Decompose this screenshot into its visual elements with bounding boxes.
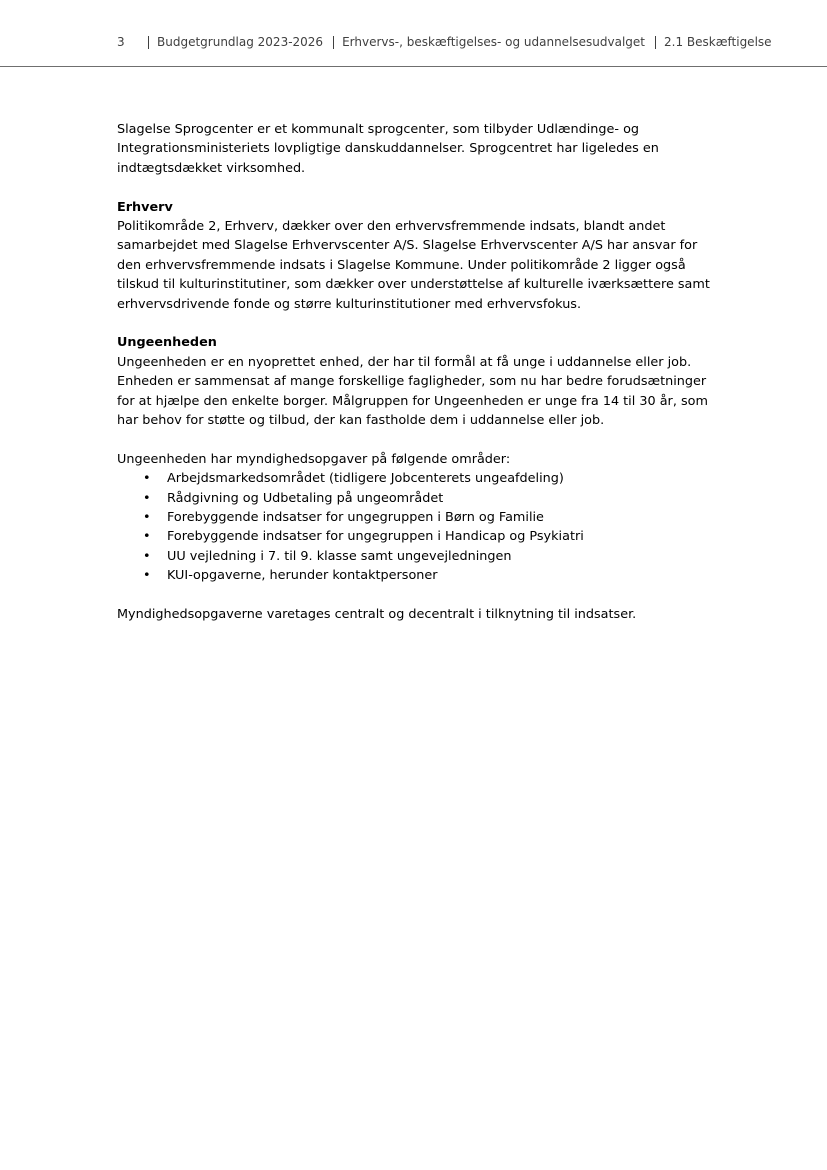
closing-paragraph: Myndighedsopgaverne varetages centralt og decentralt i tilknytning til indsatser. bbox=[117, 607, 637, 623]
text-line: Enheden er sammensat af mange forskellige fagligheder, som nu har bedre forudsætninger bbox=[117, 374, 707, 390]
bullet-icon: • bbox=[143, 471, 151, 487]
list-item bbox=[117, 566, 717, 585]
header-separator bbox=[333, 36, 334, 49]
tasks-intro: Ungeenheden har myndighedsopgaver på følgende områder: bbox=[117, 451, 511, 467]
page-number: 3 bbox=[117, 35, 125, 49]
bullet-icon: • bbox=[143, 548, 151, 564]
bullet-icon: • bbox=[143, 529, 151, 545]
erhverv-heading: Erhverv bbox=[117, 199, 173, 215]
header-row bbox=[117, 35, 772, 49]
text-line: samarbejdet med Slagelse Erhvervscenter A/S. Slagelse Erhvervscenter A/S har ansvar for bbox=[117, 238, 698, 254]
list-item bbox=[117, 527, 717, 546]
ungeenheden-heading: Ungeenheden bbox=[117, 335, 217, 351]
text-line: Ungeenheden er en nyoprettet enhed, der har til formål at få unge i uddannelse eller job. bbox=[117, 354, 692, 370]
text-line: Slagelse Sprogcenter er et kommunalt sprogcenter, som tilbyder Udlændinge- og bbox=[117, 122, 640, 137]
list-item-text: Arbejdsmarkedsområdet (tidligere Jobcenterets ungeafdeling) bbox=[167, 471, 564, 487]
text-line: den erhvervsfremmende indsats i Slagelse Kommune. Under politikområde 2 ligger også bbox=[117, 257, 686, 273]
list-item bbox=[117, 547, 717, 566]
text-line: for at hjælpe den enkelte borger. Målgruppen for Ungeenheden er unge fra 14 til 30 år, som bbox=[117, 393, 708, 409]
list-item-text: Forebyggende indsatser for ungegruppen i Børn og Familie bbox=[167, 510, 544, 526]
list-item bbox=[117, 489, 717, 508]
committee-name: Erhvervs-, beskæftigelses- og udannelsesudvalget bbox=[342, 35, 646, 49]
list-item-text: Forebyggende indsatser for ungegruppen i Handicap og Psykiatri bbox=[167, 529, 584, 545]
list-item bbox=[117, 508, 717, 527]
text-line: Politikområde 2, Erhverv, dækker over den erhvervsfremmende indsats, blandt andet bbox=[117, 219, 666, 235]
ungeenheden-section bbox=[117, 333, 717, 430]
text-line: tilskud til kulturinstitutiner, som dækker over understøttelse af kulturelle iværksættere samt bbox=[117, 277, 710, 293]
text-line: Integrationsministeriets lovpligtige danskuddannelser. Sprogcentret har ligeledes en bbox=[117, 141, 659, 157]
intro-paragraph bbox=[117, 120, 717, 178]
text-line: indtægtsdækket virksomhed. bbox=[117, 160, 306, 176]
page-body bbox=[117, 120, 717, 625]
list-item-text: KUI-opgaverne, herunder kontaktpersoner bbox=[167, 568, 438, 584]
bullet-icon: • bbox=[143, 510, 151, 526]
bullet-icon: • bbox=[143, 490, 151, 506]
list-item-text: Rådgivning og Udbetaling på ungeområdet bbox=[167, 490, 444, 506]
text-line: erhvervsdrivende fonde og større kulturinstitutioner med erhvervsfokus. bbox=[117, 296, 582, 312]
header-separator bbox=[655, 36, 656, 49]
header-separator bbox=[148, 36, 149, 49]
tasks-list bbox=[117, 469, 717, 585]
text-line: har behov for støtte og tilbud, der kan fastholde dem i uddannelse eller job. bbox=[117, 413, 605, 429]
list-item-text: UU vejledning i 7. til 9. klasse samt ungevejledningen bbox=[167, 548, 512, 564]
section-name: 2.1 Beskæftigelse bbox=[664, 35, 772, 49]
erhverv-section bbox=[117, 198, 717, 314]
bullet-icon: • bbox=[143, 568, 151, 584]
page-header bbox=[0, 0, 827, 67]
list-item bbox=[117, 469, 717, 488]
document-title: Budgetgrundlag 2023-2026 bbox=[157, 35, 324, 49]
